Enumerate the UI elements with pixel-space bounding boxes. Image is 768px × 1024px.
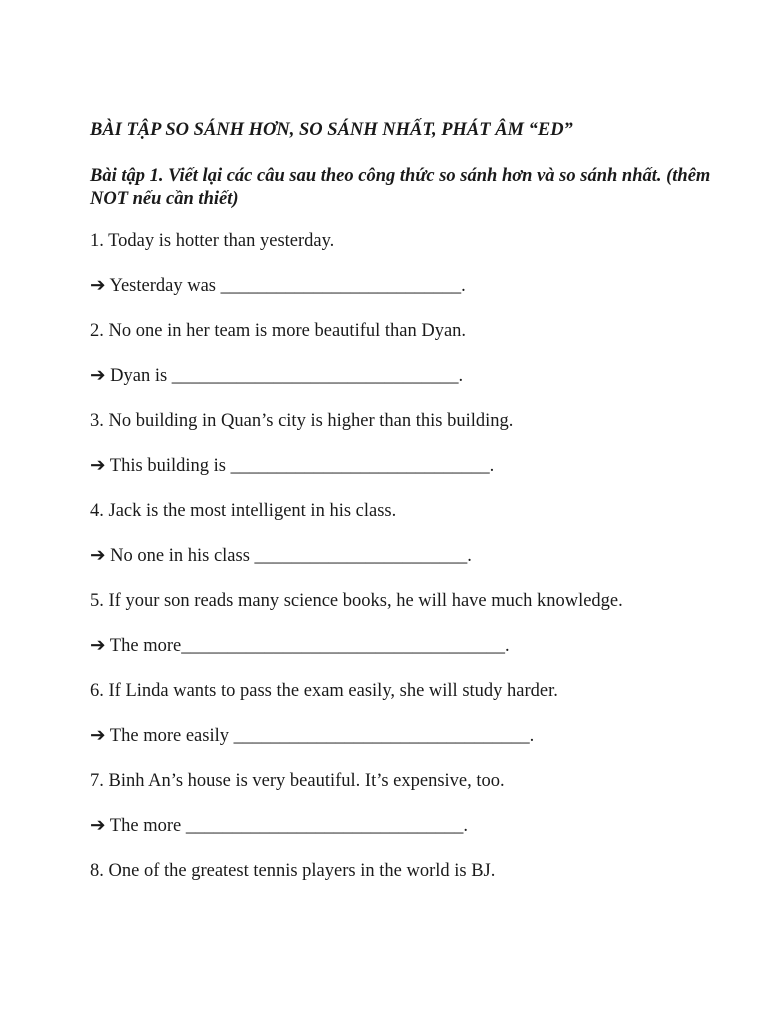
question-4: 4. Jack is the most intelligent in his class.: [90, 501, 397, 521]
question-6: 6. If Linda wants to pass the exam easily, she will study harder.: [90, 681, 558, 701]
right-arrow-icon: ➔: [90, 546, 106, 566]
exercise-items: [90, 229, 730, 883]
question-3: 3. No building in Quan’s city is higher than this building.: [90, 411, 514, 431]
answer-1-text: Yesterday was __________________________.: [105, 276, 466, 296]
answer-2: [90, 364, 730, 388]
answer-7: [90, 814, 730, 838]
worksheet-page: [90, 118, 730, 904]
answer-6-text: The more easily ________________________________.: [105, 726, 535, 746]
exercise-1-heading: Bài tập 1. Viết lại các câu sau theo công thức so sánh hơn và so sánh nhất. (thêm NOT nếu cần thiết): [90, 166, 711, 209]
question-1: 1. Today is hotter than yesterday.: [90, 231, 335, 251]
right-arrow-icon: ➔: [90, 366, 106, 386]
answer-3: [90, 454, 730, 478]
right-arrow-icon: ➔: [90, 816, 106, 836]
answer-4-text: No one in his class _______________________.: [105, 546, 472, 566]
answer-5-text: The more___________________________________.: [105, 636, 510, 656]
answer-2-text: Dyan is _______________________________.: [105, 366, 464, 386]
question-8: 8. One of the greatest tennis players in the world is BJ.: [90, 861, 496, 881]
worksheet-title: BÀI TẬP SO SÁNH HƠN, SO SÁNH NHẤT, PHÁT ÂM “ED”: [90, 120, 573, 140]
answer-4: [90, 544, 730, 568]
question-7: 7. Binh An’s house is very beautiful. It’s expensive, too.: [90, 771, 505, 791]
question-2: 2. No one in her team is more beautiful than Dyan.: [90, 321, 467, 341]
answer-6: [90, 724, 730, 748]
answer-1: [90, 274, 730, 298]
answer-3-text: This building is ____________________________.: [105, 456, 495, 476]
right-arrow-icon: ➔: [90, 726, 106, 746]
right-arrow-icon: ➔: [90, 456, 106, 476]
right-arrow-icon: ➔: [90, 636, 106, 656]
right-arrow-icon: ➔: [90, 276, 106, 296]
question-5: 5. If your son reads many science books, he will have much knowledge.: [90, 591, 623, 611]
answer-5: [90, 634, 730, 658]
answer-7-text: The more ______________________________.: [105, 816, 468, 836]
